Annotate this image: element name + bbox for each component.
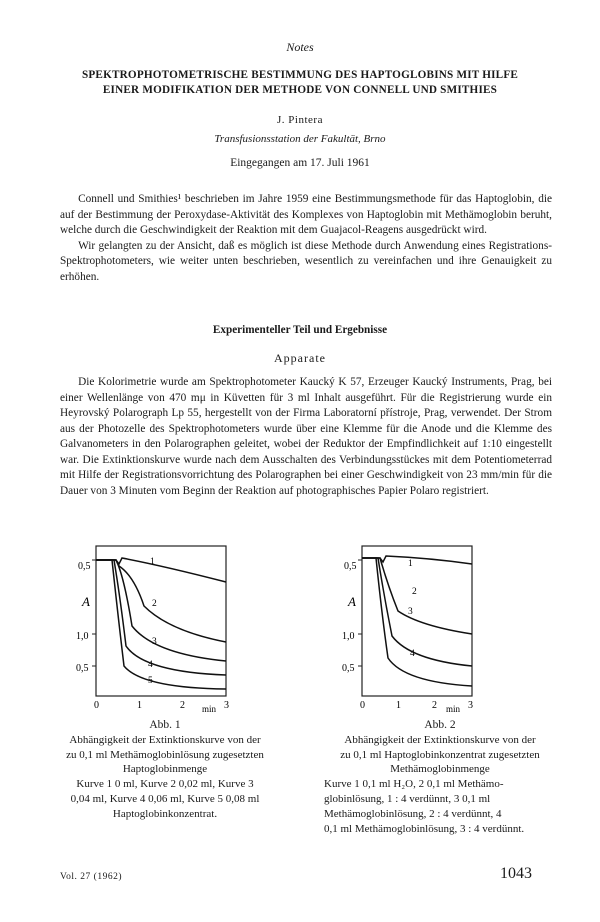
fig1-ytick-label: 1,0 [76, 631, 89, 642]
fig1-ytick-label: 0,5 [76, 663, 89, 674]
fig1-curve-5 [96, 560, 226, 689]
fig2-caption-title: Abb. 2 [424, 719, 456, 731]
running-head: Notes [286, 40, 314, 54]
fig1-caption-line: Haptoglobinmenge [122, 763, 208, 776]
title-line-2: EINER MODIFIKATION DER METHODE VON CONNELL UND SMITHIES [102, 84, 498, 96]
fig2-xunit: min [446, 704, 461, 714]
fig2-caption-line: Methämoglobinlösung, 2 : 4 verdünnt, 4 [324, 807, 502, 820]
fig2-caption-line: Abhängigkeit der Extinktionskurve von der [344, 733, 536, 746]
fig2-curve-3 [362, 558, 472, 666]
section-heading: Experimenteller Teil und Ergebnisse [212, 324, 388, 336]
fig2-caption-line: globinlösung, 1 : 4 verdünnt, 3 0,1 ml [324, 792, 491, 805]
fig1-xunit: min [202, 704, 217, 714]
fig1-ytick-label: 0,5 [78, 561, 91, 572]
received-date: Eingegangen am 17. Juli 1961 [230, 157, 370, 169]
fig1-ylabel: A [82, 594, 90, 609]
fig1-caption-title: Abb. 1 [149, 719, 181, 731]
fig2-curve-label: 2 [412, 587, 417, 597]
figure-1-chart [74, 536, 254, 714]
author: J. Pintera [277, 114, 323, 126]
figure-2-chart [340, 536, 500, 714]
fig2-caption-line: Methämoglobinmenge [390, 763, 490, 776]
fig2-curve-label: 4 [410, 649, 415, 659]
fig1-caption-line: Haptoglobinkonzentrat. [112, 807, 218, 820]
fig1-curve-label: 2 [152, 599, 157, 609]
figure-1-caption [60, 718, 270, 822]
fig1-caption-line: zu 0,1 ml Methämoglobinlösung zugesetzten [66, 748, 264, 761]
apparatus-paragraph: Die Kolorimetrie wurde am Spektrophotometer Kaucký K 57, Erzeuger Kaucký Instruments, Prag, bei einer Wellenlänge von 470 mμ in Küvetten für 3 ml Inhalt ausgeführt. Für die Registrierung wurde ein Heyrovský Polarograph Lp 55, hergestellt von der Firma Laboratorní přístroje, Prag, verwendet. Der Strom aus der Photozelle des Spektrophotometers wurde über eine Klemme für die Anode und die Klemme des Galvanometers in den Polarographen geleitet, wobei der Reduktor der Empfindlichkeit auf 1:10 eingestellt war. Die Extinktionskurve wurde nach dem Ausschalten des Verbindungsstückes mit dem Potentiometerrad mit Hilfe der Registrationsvorrichtung des Polarographen bei einer Geschwindigkeit von 23 mm/min für die Dauer von 3 Minuten vom Beginn der Reaktion auf photographisches Papier Polaro registriert. [60, 376, 552, 497]
fig2-caption-line: Kurve 1 0,1 ml H₂O, 2 0,1 ml Methämo- [324, 778, 504, 791]
fig2-xtick-label: 1 [396, 700, 401, 711]
fig1-caption-line: 0,04 ml, Kurve 4 0,06 ml, Kurve 5 0,08 ml [70, 792, 260, 805]
fig2-caption-line: 0,1 ml Methämoglobinlösung, 3 : 4 verdünnt. [324, 822, 525, 835]
fig1-caption-line: Kurve 1 0 ml, Kurve 2 0,02 ml, Kurve 3 [76, 778, 254, 791]
fig1-caption-line: Abhängigkeit der Extinktionskurve von der [69, 733, 261, 746]
fig1-xtick-label: 0 [94, 700, 99, 711]
fig1-curve-label: 5 [148, 676, 153, 686]
fig1-xtick-label: 3 [224, 700, 229, 711]
fig2-curve-label: 3 [408, 607, 413, 617]
fig1-curve-label: 3 [152, 637, 157, 647]
fig2-caption-line: zu 0,1 ml Haptoglobinkonzentrat zugesetzten [340, 748, 540, 761]
institution: Transfusionsstation der Fakultät, Brno [214, 133, 386, 145]
fig1-curve-label: 1 [150, 557, 155, 567]
fig1-xtick-label: 2 [180, 700, 185, 711]
fig2-curve-label: 1 [408, 559, 413, 569]
apparatus-section [60, 375, 552, 499]
article-title [40, 68, 560, 98]
fig2-xtick-label: 3 [468, 700, 473, 711]
title-line-1: SPEKTROPHOTOMETRISCHE BESTIMMUNG DES HAPTOGLOBINS MIT HILFE [81, 69, 519, 81]
fig1-curve-3 [96, 560, 226, 661]
subsection-heading: Apparate [274, 351, 326, 365]
fig2-xtick-label: 2 [432, 700, 437, 711]
fig2-xtick-label: 0 [360, 700, 365, 711]
fig1-xtick-label: 1 [137, 700, 142, 711]
fig2-curve-4 [362, 558, 472, 686]
fig2-ytick-label: 0,5 [342, 663, 355, 674]
fig2-ytick-label: 0,5 [344, 561, 357, 572]
intro-paragraph-2: Wir gelangten zu der Ansicht, daß es möglich ist diese Methode durch Anwendung eines Registrations-Spektrophotometers, wie weiter unten beschrieben, wesentlich zu vereinfachen und ihre Genauigkeit zu erhöhen. [60, 239, 552, 283]
fig2-curve-2 [362, 558, 472, 634]
fig1-curve-label: 4 [148, 660, 153, 670]
intro-section [60, 192, 552, 285]
page-number: 1043 [500, 865, 532, 882]
footer-volume: Vol. 27 (1962) [60, 872, 122, 882]
figure-2-caption [324, 718, 556, 836]
intro-paragraph-1: Connell und Smithies¹ beschrieben im Jahre 1959 eine Bestimmungsmethode für das Haptoglobin, die auf der Bestimmung der Peroxydase-Aktivität des Komplexes von Haptoglobin mit Methämoglobin beruht, welche durch die Geschwindigkeit der Reaktion mit dem Guajacol-Reagens ausgedrückt wird. [60, 193, 552, 236]
fig2-ylabel: A [348, 594, 356, 609]
fig2-ytick-label: 1,0 [342, 631, 355, 642]
